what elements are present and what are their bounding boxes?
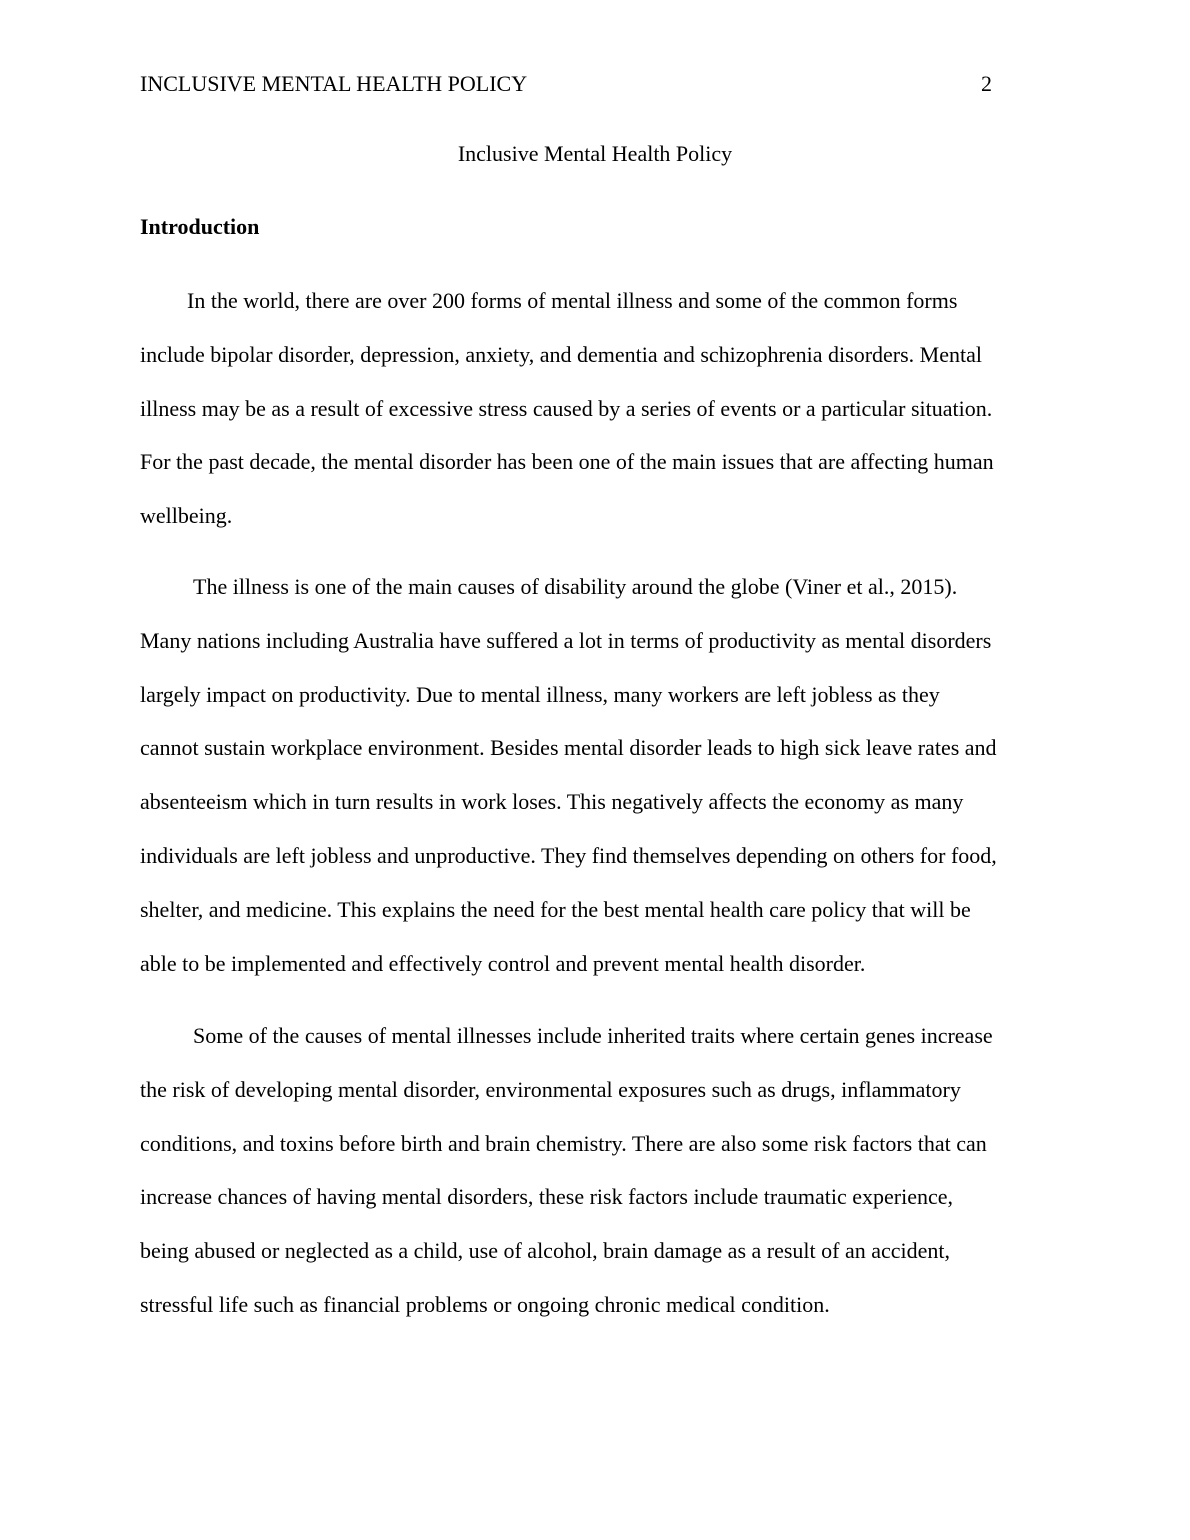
paragraph-line: For the past decade, the mental disorder has been one of the main issues that are affecting human (140, 449, 994, 475)
paragraph-line: Many nations including Australia have suffered a lot in terms of productivity as mental disorders (140, 627, 992, 653)
paragraph-line: conditions, and toxins before birth and brain chemistry. There are also some risk factors that can (140, 1130, 987, 1156)
paragraph-line: stressful life such as financial problems or ongoing chronic medical condition. (140, 1291, 830, 1317)
paragraph-line: In the world, there are over 200 forms of mental illness and some of the common forms (187, 288, 958, 313)
paragraph-line: able to be implemented and effectively control and prevent mental health disorder. (140, 950, 866, 976)
paragraph-line: The illness is one of the main causes of disability around the globe (Viner et al., 2015). (193, 574, 958, 599)
running-head: INCLUSIVE MENTAL HEALTH POLICY (140, 71, 528, 96)
paragraph-line: the risk of developing mental disorder, environmental exposures such as drugs, inflammatory (140, 1076, 961, 1102)
paragraph-line: absenteeism which in turn results in work loses. This negatively affects the economy as many (140, 789, 964, 815)
paragraph-line: wellbeing. (140, 503, 233, 529)
paragraph-line: being abused or neglected as a child, use of alcohol, brain damage as a result of an accident, (140, 1238, 951, 1264)
document-title: Inclusive Mental Health Policy (457, 141, 733, 166)
paragraph-line: illness may be as a result of excessive stress caused by a series of events or a particular situation. (140, 395, 993, 421)
paragraph-line: Some of the causes of mental illnesses include inherited traits where certain genes increase (193, 1023, 993, 1048)
page-number: 2 (981, 71, 992, 96)
paragraph-line: largely impact on productivity. Due to mental illness, many workers are left jobless as they (140, 681, 940, 707)
paragraph-line: individuals are left jobless and unproductive. They find themselves depending on others for food, (140, 842, 997, 868)
paragraph (140, 274, 1060, 543)
paragraph-line: include bipolar disorder, depression, anxiety, and dementia and schizophrenia disorders. Mental (140, 341, 982, 367)
paragraph-line: cannot sustain workplace environment. Besides mental disorder leads to high sick leave rates and (140, 735, 997, 761)
section-heading: Introduction (140, 214, 260, 239)
paragraph (140, 560, 1060, 990)
paragraph-line: shelter, and medicine. This explains the need for the best mental health care policy that will be (140, 896, 971, 922)
paragraph-line: increase chances of having mental disorders, these risk factors include traumatic experience, (140, 1184, 954, 1210)
paragraph (140, 1009, 1060, 1332)
